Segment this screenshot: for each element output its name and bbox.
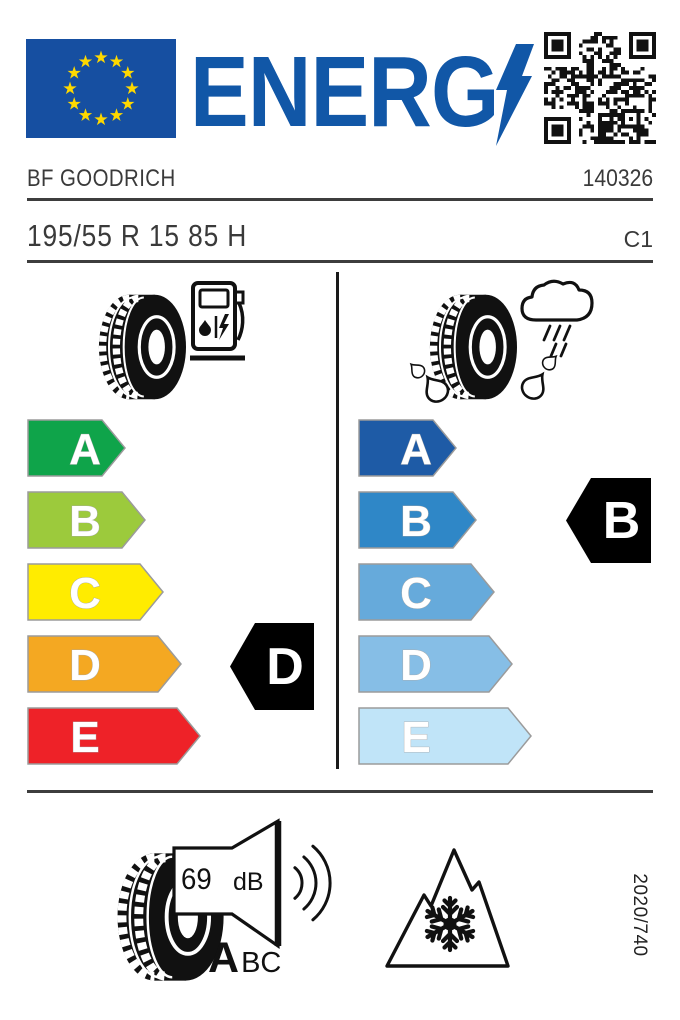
fuel-class-arrow-E bbox=[27, 707, 201, 765]
svg-text:A: A bbox=[400, 425, 432, 474]
water-splash-icon bbox=[514, 352, 568, 404]
svg-text:B: B bbox=[400, 497, 432, 546]
brand-name: BF GOODRICH bbox=[27, 165, 176, 192]
noise-class bbox=[208, 934, 281, 983]
fuel-rating-pointer bbox=[229, 622, 315, 711]
divider-rule-bottom bbox=[27, 790, 653, 793]
svg-text:D: D bbox=[69, 641, 101, 690]
energ-logo-text: ENERG bbox=[190, 36, 499, 148]
regulation-number: 2020/740 bbox=[629, 873, 650, 957]
wet-grip-class-arrow-D bbox=[358, 635, 513, 693]
snowflake-mountain-3pmsf-icon bbox=[381, 840, 515, 972]
noise-unit: dB bbox=[233, 868, 264, 896]
wet-grip-class-arrow-B bbox=[358, 491, 477, 549]
svg-text:C: C bbox=[400, 569, 432, 618]
tire-icon bbox=[96, 292, 188, 402]
svg-text:B: B bbox=[69, 497, 101, 546]
label-id: 140326 bbox=[582, 165, 653, 192]
column-divider bbox=[336, 272, 339, 769]
lightning-bolt-icon bbox=[494, 44, 534, 146]
wet-grip-class-arrow-E bbox=[358, 707, 532, 765]
eu-flag-icon bbox=[26, 39, 176, 138]
wet-grip-rating-letter: B bbox=[602, 491, 641, 550]
noise-value: 69 bbox=[181, 863, 212, 896]
divider-rule-middle bbox=[27, 260, 653, 263]
svg-text:E: E bbox=[70, 713, 100, 762]
fuel-rating-letter: D bbox=[266, 637, 304, 696]
wet-grip-class-arrow-C bbox=[358, 563, 495, 621]
qr-code bbox=[544, 32, 656, 144]
fuel-pump-icon bbox=[189, 280, 251, 362]
svg-text:D: D bbox=[400, 641, 432, 690]
tire-size: 195/55 R 15 85 H bbox=[27, 218, 248, 253]
fuel-class-arrow-A bbox=[27, 419, 126, 477]
svg-text:E: E bbox=[401, 713, 431, 762]
noise-class-highlight: A bbox=[208, 934, 240, 982]
wet-grip-class-arrow-A bbox=[358, 419, 457, 477]
svg-text:C: C bbox=[69, 569, 101, 618]
noise-class-others: BC bbox=[241, 947, 282, 979]
svg-text:A: A bbox=[69, 425, 101, 474]
sound-waves-icon bbox=[295, 846, 330, 920]
fuel-class-arrow-B bbox=[27, 491, 146, 549]
fuel-class-arrow-C bbox=[27, 563, 164, 621]
tire-class: C1 bbox=[623, 226, 653, 252]
divider-rule-top bbox=[27, 198, 653, 201]
water-splash-icon bbox=[408, 360, 460, 406]
wet-grip-rating-pointer bbox=[565, 477, 652, 564]
fuel-class-arrow-D bbox=[27, 635, 182, 693]
